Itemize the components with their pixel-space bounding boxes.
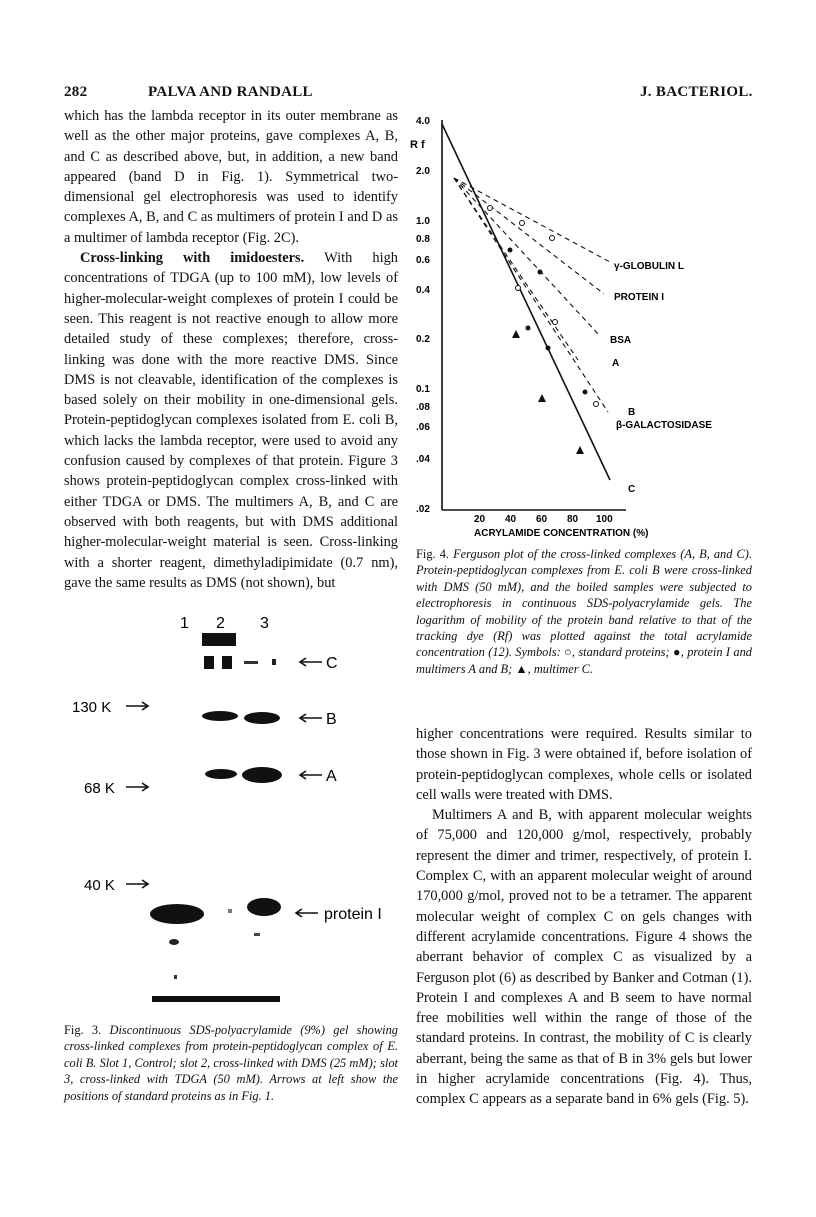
page-number: 282: [64, 84, 88, 100]
figure-4-ferguson-plot: [410, 112, 752, 540]
line-label: γ-GLOBULIN L: [614, 261, 684, 272]
data-point: [508, 248, 513, 253]
left-column-text: [64, 106, 398, 593]
section-heading: Cross-linking with imidoesters.: [80, 250, 305, 267]
paragraph: [64, 248, 398, 593]
line-label: A: [612, 358, 620, 369]
data-point: [594, 402, 599, 407]
data-point: [520, 221, 525, 226]
data-point: [553, 320, 558, 325]
x-axis-label: ACRYLAMIDE CONCENTRATION (%): [474, 528, 649, 539]
data-point: [583, 390, 588, 395]
y-tick: 1.0: [416, 216, 430, 227]
y-tick: .08: [416, 402, 430, 413]
gel-band: [202, 633, 236, 646]
running-authors: PALVA AND RANDALL: [148, 84, 313, 100]
y-axis-label: R f: [410, 139, 425, 151]
gel-smudge: [169, 939, 179, 945]
slot-label: 1: [180, 615, 189, 632]
band-label: B: [326, 711, 337, 728]
line-label: BSA: [610, 335, 632, 346]
figure-4-caption: [416, 546, 752, 677]
x-tick: 80: [567, 514, 579, 525]
gel-band: [242, 767, 282, 783]
x-tick: 100: [596, 514, 613, 525]
x-tick: 20: [474, 514, 486, 525]
gel-band: [150, 904, 204, 924]
gel-band: [272, 659, 276, 665]
marker-label: 130 K: [72, 699, 112, 716]
line-label: B: [628, 407, 636, 418]
x-tick: 60: [536, 514, 548, 525]
y-tick: .04: [416, 454, 430, 465]
data-point: [550, 236, 555, 241]
series-line-gamma-globulin: [454, 178, 610, 262]
series-line-b: [454, 178, 608, 412]
data-point: [488, 206, 493, 211]
y-tick: 4.0: [416, 116, 430, 127]
caption-text: Discontinuous SDS-polyacrylamide (9%) gel showing cross-linked complexes from protein-peptidoglycan complex of E. coli B. Slot 1, Control; slot 2, cross-linked with DMS (25 mM); slot 3, cross-linked with TDGA (50 mM). Arrows at left show the positions of standard proteins as in Fig. 1.: [64, 1023, 398, 1103]
y-tick: 2.0: [416, 166, 430, 177]
marker-arrow: [126, 702, 148, 710]
data-point: [516, 286, 521, 291]
y-tick: 0.1: [416, 384, 430, 395]
data-point-triangle: [576, 446, 584, 454]
line-label: C: [628, 484, 636, 495]
marker-arrow: [126, 783, 148, 791]
gel-band: [244, 712, 280, 724]
paragraph: which has the lambda receptor in its outer membrane as well as the other major proteins, gave complexes A, B, and C as described above, but, in addition, a new band appeared (band D in Fig. 1). Symmetrical two-dimensional gel electrophoresis was used to identify complexes A, B, and C as multimers of protein I and D as a multimer of lambda receptor (Fig. 2C).: [64, 108, 398, 246]
line-label: PROTEIN I: [614, 292, 665, 303]
caption-text: Ferguson plot of the cross-linked complexes (A, B, and C). Protein-peptidoglycan complexes from E. coli B were cross-linked with DMS (50 mM), and the boiled samples were subjected to electrophoresis in continuous SDS-polyacrylamide gels. The logarithm of mobility of the protein band relative to that of the tracking dye (Rf) was plotted against the total acrylamide concentration (12). Symbols: ○, standard proteins; ●, protein I and multimers A and B; ▲, multimer C.: [416, 547, 752, 676]
caption-label: Fig. 4.: [416, 547, 449, 561]
data-point-triangle: [512, 330, 520, 338]
gel-smudge: [174, 975, 177, 979]
gel-band: [204, 656, 214, 669]
y-tick: 0.6: [416, 255, 430, 266]
gel-bottom-band: [152, 996, 280, 1002]
marker-arrow: [126, 880, 148, 888]
figure-3-gel: [64, 608, 398, 1018]
data-point: [538, 270, 543, 275]
data-point: [546, 346, 551, 351]
band-label: A: [326, 768, 337, 785]
figure-3-caption: [64, 1022, 398, 1104]
series-line-bsa: [454, 178, 600, 336]
paragraph: Multimers A and B, with apparent molecular weights of 75,000 and 120,000 g/mol, respectively, probably represent the dimer and trimer, respectively, of protein I. Complex C, with an apparent molecular weight of around 170,000 g/mol, proved not to be a tetramer. The apparent molecular weight of complex C on gels changes with different acrylamide concentrations. Figure 4 shows the aberrant behavior of complex C as visualized by a Ferguson plot (6) as described by Banker and Cotman (1). Protein I and complexes A and B seem to have normal free mobilities well within the range of those of the standard proteins. In contrast, the mobility of C is clearly aberrant, being the same as that of B in 3% gels but lower in higher acrylamide concentrations (Fig. 4). Thus, complex C appears as a separate band in 6% gels (Fig. 5).: [416, 807, 752, 1108]
gel-smudge: [254, 933, 260, 936]
marker-label: 68 K: [84, 780, 115, 797]
gel-band: [222, 656, 232, 669]
band-arrow: [300, 771, 322, 779]
gel-band: [244, 661, 258, 664]
y-tick: 0.4: [416, 285, 430, 296]
band-arrow: [296, 909, 318, 917]
series-line-protein-i: [454, 178, 604, 294]
gel-band: [247, 898, 281, 916]
band-label: C: [326, 655, 338, 672]
y-tick: 0.8: [416, 234, 430, 245]
paragraph: higher concentrations were required. Results similar to those shown in Fig. 3 were obtained if, before isolation of protein-peptidoglycan complexes, whole cells or isolated cell walls were treated with DMS.: [416, 726, 752, 803]
y-tick: 0.2: [416, 334, 430, 345]
band-label: protein I: [324, 906, 382, 923]
slot-label: 2: [216, 615, 225, 632]
gel-band: [228, 909, 232, 913]
line-label: β-GALACTOSIDASE: [616, 420, 712, 431]
data-point: [526, 326, 531, 331]
band-arrow: [300, 714, 322, 722]
slot-label: 3: [260, 615, 269, 632]
gel-band: [202, 711, 238, 721]
gel-band: [205, 769, 237, 779]
series-line-c: [442, 124, 610, 480]
data-point-triangle: [538, 394, 546, 402]
right-column-text: [416, 724, 752, 1110]
caption-label: Fig. 3.: [64, 1023, 102, 1037]
paragraph-body: With high concentrations of TDGA (up to 100 mM), low levels of higher-molecular-weight complexes of protein I could be seen. This reagent is not reactive enough to allow more detailed study of these complexes; therefore, cross-linking was done with the more reactive DMS. Since DMS is not cleavable, identification of the complexes is based solely on their mobility in one-dimensional gels. Protein-peptidoglycan complexes isolated from E. coli B, which lacks the lambda receptor, were used to avoid any confusion caused by complexes of that protein. Figure 3 shows protein-peptidoglycan complex cross-linked with either TDGA or DMS. The multimers A, B, and C are observed with both reagents, but with DMS additional higher-molecular-weight material is seen. Cross-linking with a shorter reagent, dimethyladipimidate (0.7 nm), gave the same results as DMS (not shown), but: [64, 250, 398, 591]
marker-label: 40 K: [84, 877, 115, 894]
band-arrow: [300, 658, 322, 666]
y-tick: .02: [416, 504, 430, 515]
journal-name: J. BACTERIOL.: [640, 84, 753, 100]
x-tick: 40: [505, 514, 517, 525]
y-tick: .06: [416, 422, 430, 433]
